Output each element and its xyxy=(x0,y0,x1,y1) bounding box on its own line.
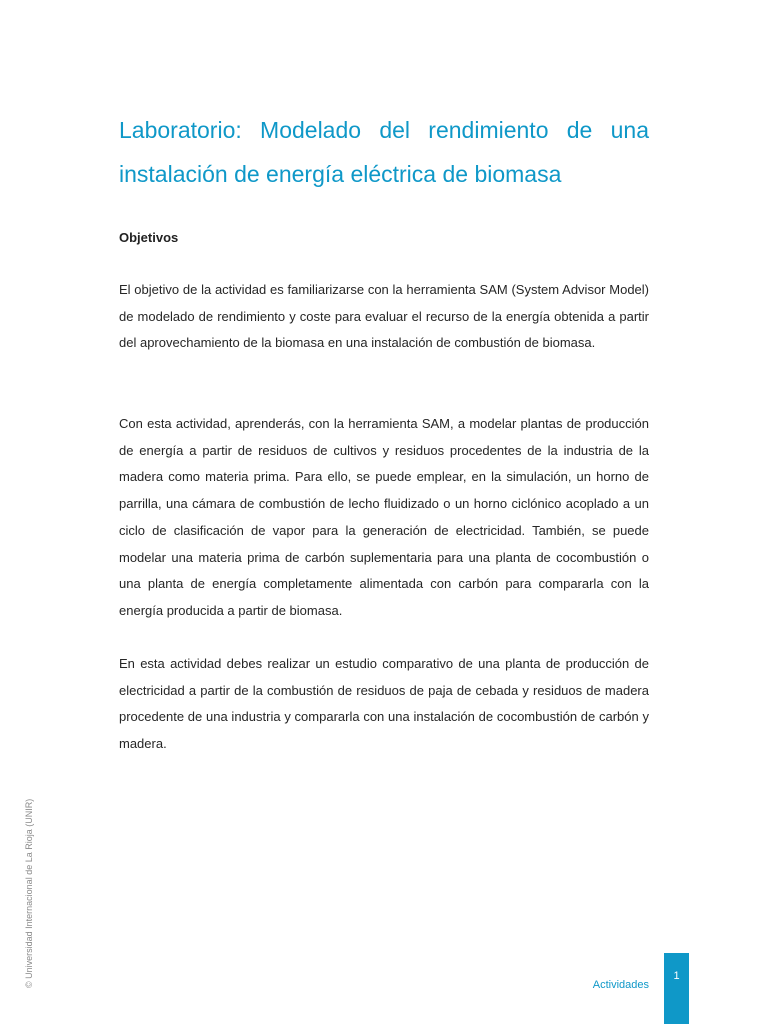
paragraph: En esta actividad debes realizar un estudio comparativo de una planta de producción de electricidad a partir de la combustión de residuos de paja de cebada y residuos de madera procedente de una industria y compararla con una instalación de cocombustión de carbón y madera. xyxy=(119,656,649,752)
page-number-tab xyxy=(664,953,689,1024)
paragraph: Con esta actividad, aprenderás, con la herramienta SAM, a modelar plantas de producción de energía a partir de residuos de cultivos y residuos procedentes de la industria de la madera como materia prima. Para ello, se puede emplear, en la simulación, un horno de parrilla, una cámara de combustión de lecho fluidizado o un horno ciclónico acoplado a un ciclo de clasificación de vapor para la generación de electricidad. También, se puede modelar una materia prima de carbón suplementaria para una planta de cocombustión o una planta de energía completamente alimentada con carbón para compararla con la energía producida a partir de biomasa. xyxy=(119,416,649,618)
copyright-notice: © Universidad Internacional de La Rioja (UNIR) xyxy=(24,798,34,988)
page-title: Laboratorio: Modelado del rendimiento de una instalación de energía eléctrica de biomasa xyxy=(119,117,649,187)
paragraph: El objetivo de la actividad es familiarizarse con la herramienta SAM (System Advisor Model) de modelado de rendimiento y coste para evaluar el recurso de la energía obtenida a partir del aprovechamiento de la biomasa en una instalación de combustión de biomasa. xyxy=(119,282,649,351)
page-number: 1 xyxy=(673,970,680,982)
section-heading-objetivos: Objetivos xyxy=(119,230,179,245)
footer-section-label: Actividades xyxy=(592,979,649,991)
